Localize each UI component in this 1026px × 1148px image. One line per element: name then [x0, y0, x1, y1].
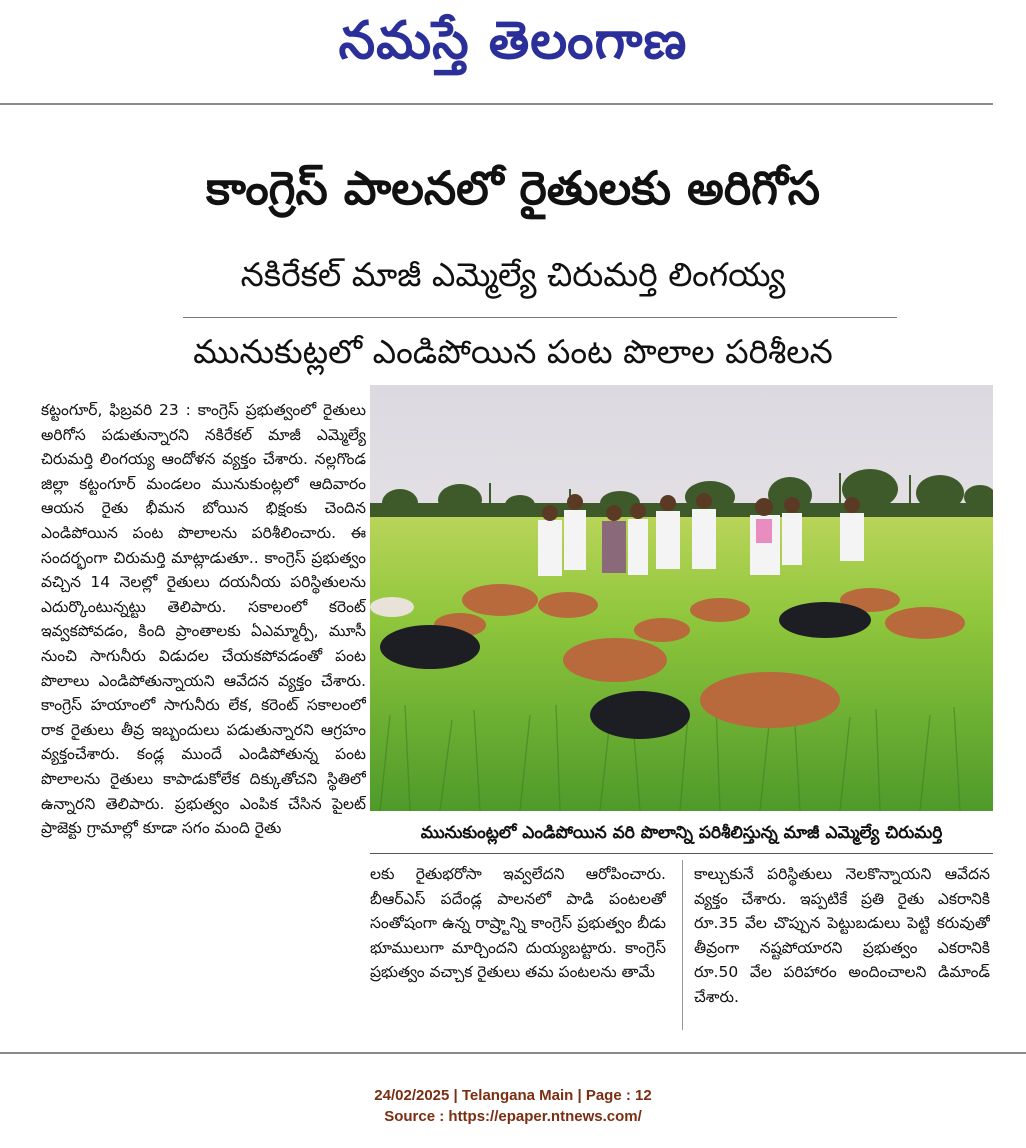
article-column-right: కాల్చుకునే పరిస్థితులు నెలకొన్నాయని ఆవేదన వ్యక్తం చేశారు. ఇప్పటికే ప్రతి రైతు ఎకరానికి రూ.35 వేల చొప్పున పెట్టుబడులు పెట్టి కరువుతో తీవ్రంగా నష్టపోయారని ప్రభుత్వం ఎకరానికి రూ.50 వేల పరిహారం అందించాలని డిమాండ్ చేశారు. — [694, 865, 990, 1006]
footer-divider — [0, 1052, 1026, 1054]
subheadline-divider — [183, 317, 897, 318]
subheadline-primary: నకిరేకల్ మాజీ ఎమ్మెల్యే చిరుమర్తి లింగయ్య — [240, 255, 786, 294]
masthead-divider — [0, 103, 993, 105]
article-column-middle: లకు రైతుభరోసా ఇవ్వలేదని ఆరోపించారు. బీఆర్ఎస్ పదేండ్ల పాలనలో పాడి పంటలతో సంతోషంగా ఉన్న రాష్ర్టాన్ని కాంగ్రెస్ ప్రభుత్వం బీడు భూములుగా మార్చిందని దుయ్యబట్టారు. కాంగ్రెస్ ప్రభుత్వం వచ్చాక రైతులు తమ పంటలను తామే — [370, 865, 666, 982]
photo-caption: మునుకుంట్లలో ఎండిపోయిన వరి పొలాన్ని పరిశీలిస్తున్న మాజీ ఎమ్మెల్యే చిరుమర్తి — [420, 823, 943, 843]
article-column-left: కట్టంగూర్, ఫిబ్రవరి 23 : కాంగ్రెస్ ప్రభుత్వంలో రైతులు అరిగోస పడుతున్నారని నకిరేకల్ మాజీ ఎమ్మెల్యే చిరుమర్తి లింగయ్య ఆందోళన వ్యక్తం చేశారు. నల్లగొండ జిల్లా కట్టంగూర్ మండలం మునుకుంట్లలో ఆదివారం ఆయన రైతు భీమన బోయిన భిక్షంకు చెందిన ఎండిపోయిన పంట పొలాలను పరిశీలించారు. ఈ సందర్భంగా చిరుమర్తి మాట్లాడుతూ.. కాంగ్రెస్ ప్రభుత్వం వచ్చిన 14 నెలల్లో రైతులు దయనీయ పరిస్థితులను ఎదుర్కొంటున్నట్టు తెలిపారు. సకాలంలో కరెంట్ ఇవ్వకపోవడం, కింది ప్రాంతాలకు ఏఎమ్మార్పీ, మూసీ నుంచి సాగునీరు విడుదల చేయకపోవడంతో పంట పొలాలు ఎండిపోతున్నాయని ఆవేదన వ్యక్తం చేశారు. కాంగ్రెస్ హయాంలో సాగునీరు లేక, కరెంట్ సకాలంలో రాక రైతులు తీవ్ర ఇబ్బందులు పడుతున్నారని ఆగ్రహం వ్యక్తంచేశారు. కండ్ల ముందే ఎండిపోతున్న పంట పొలాలను రైతులు కాపాడుకోలేక దిక్కుతోచని స్థితిలో ఉన్నారని తెలిపారు. ప్రభుత్వం ఎంపిక చేసిన పైలట్ ప్రాజెక్టు గ్రామాల్లో కూడా సగం మంది రైతు — [41, 401, 366, 838]
headline: కాంగ్రెస్ పాలనలో రైతులకు అరిగోస — [205, 161, 821, 215]
newspaper-logo: నమస్తే తెలంగాణ — [338, 11, 688, 71]
caption-divider — [370, 853, 993, 854]
field-photo-illustration — [370, 385, 993, 811]
masthead — [0, 0, 1026, 98]
column-divider — [682, 860, 683, 1030]
article-photo — [370, 385, 993, 811]
footer-source: Source : https://epaper.ntnews.com/ — [384, 1108, 642, 1125]
footer-edition-info: 24/02/2025 | Telangana Main | Page : 12 — [374, 1087, 652, 1104]
subheadline-secondary: మునుకుట్లలో ఎండిపోయిన పంట పొలాల పరిశీలన — [193, 332, 833, 371]
